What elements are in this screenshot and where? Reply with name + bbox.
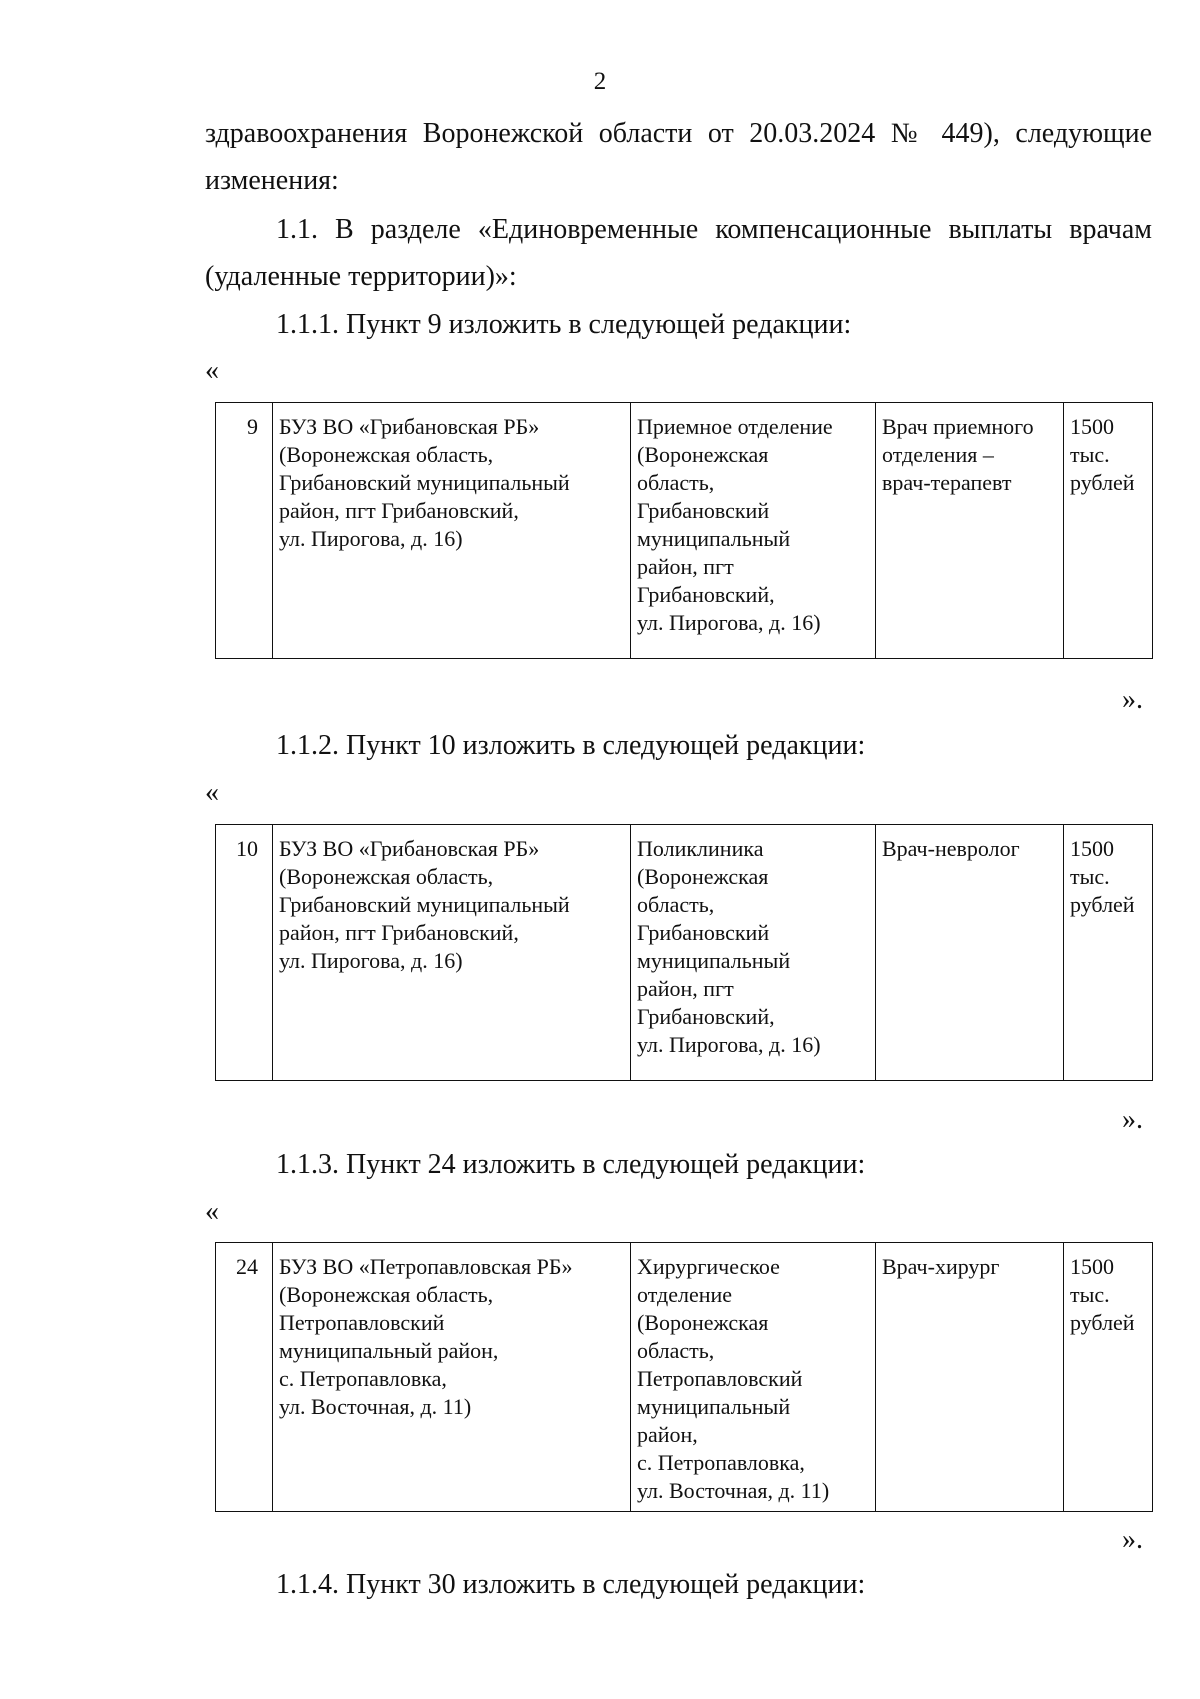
organization-line: муниципальный район,	[279, 1338, 499, 1363]
organization-line: Грибановский муниципальный	[279, 892, 570, 917]
amount-line: тыс.	[1070, 1282, 1110, 1307]
intro-line-2: изменения:	[205, 165, 339, 196]
amount-line: 1500	[1070, 1254, 1114, 1279]
position-line: Врач-хирург	[882, 1254, 1000, 1279]
department-line: район, пгт	[637, 554, 734, 579]
close-quote: ».	[1122, 1104, 1143, 1135]
department-line: область,	[637, 892, 715, 917]
department-line: Грибановский	[637, 920, 770, 945]
table-row	[216, 1243, 1153, 1512]
organization-line: БУЗ ВО «Петропавловская РБ»	[279, 1254, 573, 1279]
department-line: (Воронежская	[637, 1310, 769, 1335]
amount-line: тыс.	[1070, 864, 1110, 889]
department-cell	[631, 1243, 876, 1512]
position-cell	[876, 1243, 1064, 1512]
organization-line: БУЗ ВО «Грибановская РБ»	[279, 414, 540, 439]
position-line: отделения –	[882, 442, 994, 467]
amount-line: тыс.	[1070, 442, 1110, 467]
organization-cell	[273, 825, 631, 1081]
close-quote: ».	[1122, 1524, 1143, 1555]
item-heading: 1.1.4. Пункт 30 изложить в следующей редакции:	[276, 1569, 866, 1600]
item-number-cell: 24	[216, 1243, 273, 1512]
department-line: ул. Пирогова, д. 16)	[637, 610, 821, 635]
department-line: ул. Восточная, д. 11)	[637, 1478, 830, 1503]
organization-line: (Воронежская область,	[279, 864, 494, 889]
position-line: врач-терапевт	[882, 470, 1012, 495]
department-line: Поликлиника	[637, 836, 764, 861]
department-line: с. Петропавловка,	[637, 1450, 805, 1475]
organization-line: ул. Пирогова, д. 16)	[279, 526, 463, 551]
organization-line: ул. Пирогова, д. 16)	[279, 948, 463, 973]
department-line: муниципальный	[637, 526, 791, 551]
department-line: Грибановский	[637, 498, 770, 523]
item-number-cell: 10	[216, 825, 273, 1081]
department-cell	[631, 403, 876, 659]
organization-line: с. Петропавловка,	[279, 1366, 447, 1391]
department-line: (Воронежская	[637, 864, 769, 889]
amount-cell	[1064, 403, 1153, 659]
item-heading: 1.1.1. Пункт 9 изложить в следующей редакции:	[276, 309, 852, 340]
amount-cell	[1064, 825, 1153, 1081]
department-line: отделение	[637, 1282, 733, 1307]
page-number: 2	[593, 68, 607, 95]
department-line: Петропавловский	[637, 1366, 803, 1391]
department-cell	[631, 825, 876, 1081]
item-heading: 1.1.3. Пункт 24 изложить в следующей редакции:	[276, 1149, 866, 1180]
department-line: область,	[637, 470, 715, 495]
department-line: Грибановский,	[637, 1004, 775, 1029]
organization-line: район, пгт Грибановский,	[279, 920, 519, 945]
position-cell	[876, 403, 1064, 659]
position-cell	[876, 825, 1064, 1081]
close-quote: ».	[1122, 684, 1143, 715]
organization-line: ул. Восточная, д. 11)	[279, 1394, 472, 1419]
item-heading: 1.1.2. Пункт 10 изложить в следующей редакции:	[276, 730, 866, 761]
department-line: район,	[637, 1422, 698, 1447]
organization-line: (Воронежская область,	[279, 442, 494, 467]
department-line: Приемное отделение	[637, 414, 833, 439]
position-line: Врач приемного	[882, 414, 1034, 439]
organization-cell	[273, 403, 631, 659]
department-line: Хирургическое	[637, 1254, 780, 1279]
section-heading-line-1: 1.1. В разделе «Единовременные компенсационные выплаты врачам	[276, 214, 1152, 245]
organization-line: Грибановский муниципальный	[279, 470, 570, 495]
department-line: ул. Пирогова, д. 16)	[637, 1032, 821, 1057]
open-quote: «	[205, 355, 219, 386]
position-line: Врач-невролог	[882, 836, 1020, 861]
department-line: (Воронежская	[637, 442, 769, 467]
department-line: Грибановский,	[637, 582, 775, 607]
amount-line: рублей	[1070, 470, 1135, 495]
department-line: район, пгт	[637, 976, 734, 1001]
intro-line-1: здравоохранения Воронежской области от 20.03.2024 № 449), следующие	[205, 118, 1152, 149]
amount-line: рублей	[1070, 1310, 1135, 1335]
organization-line: район, пгт Грибановский,	[279, 498, 519, 523]
table-row	[216, 825, 1153, 1081]
amount-line: 1500	[1070, 836, 1114, 861]
amount-cell	[1064, 1243, 1153, 1512]
amount-line: рублей	[1070, 892, 1135, 917]
amendment-table	[215, 1242, 1153, 1512]
organization-line: БУЗ ВО «Грибановская РБ»	[279, 836, 540, 861]
amount-line: 1500	[1070, 414, 1114, 439]
department-line: область,	[637, 1338, 715, 1363]
organization-line: (Воронежская область,	[279, 1282, 494, 1307]
section-heading-line-2: (удаленные территории)»:	[205, 261, 517, 292]
department-line: муниципальный	[637, 1394, 791, 1419]
open-quote: «	[205, 1196, 219, 1227]
item-number-cell: 9	[216, 403, 273, 659]
organization-line: Петропавловский	[279, 1310, 445, 1335]
open-quote: «	[205, 777, 219, 808]
amendment-table	[215, 824, 1153, 1081]
table-row	[216, 403, 1153, 659]
organization-cell	[273, 1243, 631, 1512]
department-line: муниципальный	[637, 948, 791, 973]
amendment-table	[215, 402, 1153, 659]
